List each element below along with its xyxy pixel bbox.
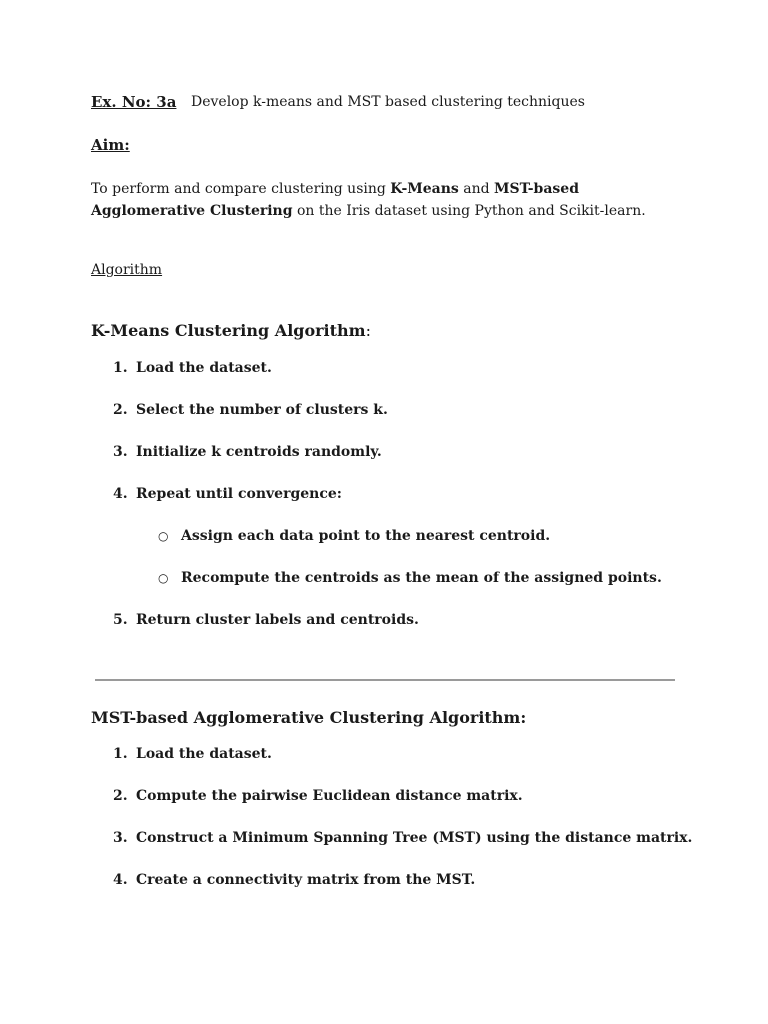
aim-text-pre: To perform and compare clustering using [91, 181, 391, 197]
mst-step [113, 746, 272, 762]
step-number: 3. [113, 444, 128, 460]
step-number: 5. [113, 612, 128, 628]
step-number: 2. [113, 788, 128, 804]
horizontal-divider [95, 679, 675, 681]
mst-step [113, 830, 692, 846]
step-text: Load the dataset. [136, 746, 272, 762]
kmeans-step [113, 444, 382, 460]
step-text: Select the number of clusters k. [136, 402, 388, 418]
circle-bullet-icon: ○ [158, 571, 169, 585]
step-number: 4. [113, 872, 128, 888]
step-number: 3. [113, 830, 128, 846]
step-text: Construct a Minimum Spanning Tree (MST) using the distance matrix. [136, 830, 693, 846]
kmeans-step [113, 612, 419, 628]
step-number: 1. [113, 746, 128, 762]
step-text: Return cluster labels and centroids. [136, 612, 419, 628]
aim-bold-kmeans: K-Means [390, 181, 459, 197]
kmeans-section-title [91, 321, 371, 340]
step-text: Create a connectivity matrix from the MST. [136, 872, 476, 888]
kmeans-title-text: K-Means Clustering Algorithm [91, 321, 366, 340]
step-number: 1. [113, 360, 128, 376]
step-text: Repeat until convergence: [136, 486, 342, 502]
algorithm-heading: Algorithm [91, 262, 163, 278]
mst-step [113, 872, 475, 888]
step-text: Initialize k centroids randomly. [136, 444, 382, 460]
step-number: 2. [113, 402, 128, 418]
kmeans-substep [158, 570, 662, 586]
step-text: Load the dataset. [136, 360, 272, 376]
aim-heading: Aim: [91, 136, 130, 154]
kmeans-step [113, 402, 388, 418]
kmeans-substep [158, 528, 550, 544]
kmeans-step [113, 360, 272, 376]
aim-paragraph [91, 178, 681, 222]
aim-bold-mst: MST-based Agglomerative Clustering [91, 181, 579, 219]
aim-text-post: on the Iris dataset using Python and Scikit-learn. [292, 203, 646, 219]
circle-bullet-icon: ○ [158, 529, 169, 543]
mst-section-title: MST-based Agglomerative Clustering Algorithm: [91, 708, 527, 727]
step-number: 4. [113, 486, 128, 502]
step-text: Compute the pairwise Euclidean distance matrix. [136, 788, 523, 804]
substep-text: Recompute the centroids as the mean of the assigned points. [181, 570, 662, 586]
substep-text: Assign each data point to the nearest centroid. [181, 528, 551, 544]
kmeans-title-colon: : [365, 321, 371, 340]
mst-step [113, 788, 523, 804]
kmeans-step [113, 486, 342, 502]
exercise-title: Develop k-means and MST based clustering techniques [191, 94, 585, 110]
aim-text-mid: and [458, 181, 495, 197]
exercise-number: Ex. No: 3a [91, 93, 177, 111]
